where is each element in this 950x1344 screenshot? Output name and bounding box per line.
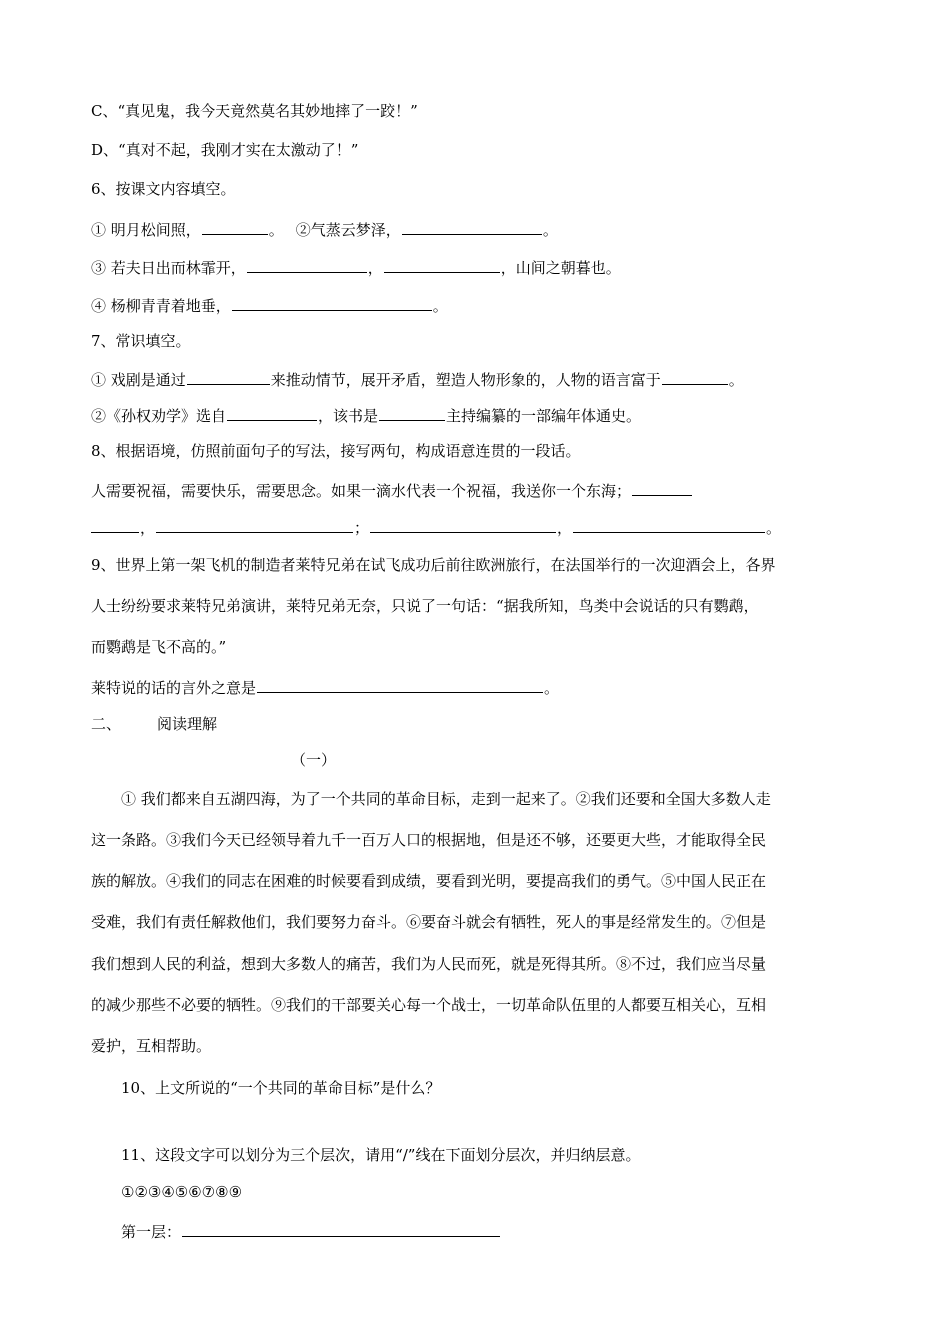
q7-l2-text-a: ②《孙权劝学》选自 — [91, 407, 227, 425]
answer-blank[interactable] — [202, 218, 268, 235]
q8-punct-1: ， — [140, 519, 156, 537]
passage-line: 受难，我们有责任解救他们，我们要努力奋斗。⑥要奋斗就会有牺牲，死人的事是经常发生的。⑦但是 — [91, 913, 767, 931]
section-2-title: 阅读理解 — [157, 715, 218, 733]
q6-l1-text-c: ②气蒸云梦泽， — [295, 221, 401, 239]
q8-punct-4: 。 — [766, 519, 782, 537]
q9-line-4 — [91, 676, 559, 698]
answer-blank[interactable] — [573, 516, 765, 533]
q9-l4-text-a: 莱特说的话的言外之意是 — [91, 679, 257, 697]
q11-prompt: 11、这段文字可以划分为三个层次，请用“/”线在下面划分层次，并归纳层意。 — [121, 1146, 641, 1164]
q11-markers: ①②③④⑤⑥⑦⑧⑨ — [121, 1183, 243, 1201]
answer-blank[interactable] — [257, 676, 543, 693]
q9-l4-text-b: 。 — [544, 679, 560, 697]
answer-blank[interactable] — [232, 294, 432, 311]
answer-blank[interactable] — [91, 516, 139, 533]
q6-line-2 — [91, 256, 621, 278]
answer-blank[interactable] — [632, 479, 692, 496]
passage-line: ① 我们都来自五湖四海，为了一个共同的革命目标，走到一起来了。②我们还要和全国大多数人走 — [121, 790, 771, 808]
section-2-heading — [91, 714, 217, 734]
q6-l3-text-b: 。 — [432, 297, 448, 315]
q9-line-1: 9、世界上第一架飞机的制造者莱特兄弟在试飞成功后前往欧洲旅行，在法国举行的一次迎酒会上，各界 — [91, 556, 776, 574]
q6-l2-text-a: ③ 若夫日出而林霏开， — [91, 259, 246, 277]
q8-punct-2: ； — [354, 519, 370, 537]
q8-prompt: 8、根据语境，仿照前面句子的写法，接写两句，构成语意连贯的一段话。 — [91, 442, 581, 460]
passage-line: 这一条路。③我们今天已经领导着九千一百万人口的根据地，但是还不够，还要更大些，才能取得全民 — [91, 831, 767, 849]
q9-line-2: 人士纷纷要求莱特兄弟演讲，莱特兄弟无奈，只说了一句话：“据我所知，鸟类中会说话的只有鹦鹉， — [91, 597, 759, 615]
q7-l2-text-b: ，该书是 — [318, 407, 379, 425]
answer-blank[interactable] — [187, 368, 270, 385]
q6-l1-text-b: 。 — [268, 221, 284, 239]
q6-l2-text-b: ， — [367, 259, 383, 277]
passage-line: 爱护，互相帮助。 — [91, 1037, 212, 1055]
q7-l1-text-c: 。 — [728, 371, 744, 389]
q6-l2-text-c: ，山间之朝暮也。 — [500, 259, 621, 277]
answer-blank[interactable] — [156, 516, 353, 533]
q7-line-1 — [91, 368, 744, 390]
passage-line: 我们想到人民的利益，想到大多数人的痛苦，我们为人民而死，就是死得其所。⑧不过，我们应当尽量 — [91, 955, 767, 973]
section-2-subtitle: （一） — [291, 751, 337, 769]
q8-punct-3: ， — [557, 519, 573, 537]
q6-prompt: 6、按课文内容填空。 — [91, 180, 236, 198]
q8-line-1 — [91, 479, 693, 501]
answer-blank[interactable] — [662, 368, 728, 385]
q6-l1-text-a: ① 明月松间照， — [91, 221, 201, 239]
q7-l1-text-b: 来推动情节，展开矛盾，塑造人物形象的，人物的语言富于 — [270, 371, 661, 389]
q10-prompt: 10、上文所说的“一个共同的革命目标”是什么？ — [121, 1079, 441, 1097]
answer-blank[interactable] — [227, 404, 317, 421]
q7-prompt: 7、常识填空。 — [91, 332, 191, 350]
q5-option-c: C、“真见鬼，我今天竟然莫名其妙地摔了一跤！” — [91, 102, 418, 120]
q7-l2-text-c: 主持编纂的一部编年体通史。 — [446, 407, 642, 425]
answer-blank[interactable] — [402, 218, 542, 235]
q6-l1-text-d: 。 — [542, 221, 558, 239]
answer-blank[interactable] — [370, 516, 556, 533]
q7-line-2 — [91, 404, 641, 426]
q11-layer-1 — [121, 1220, 501, 1242]
q6-line-1 — [91, 218, 558, 240]
q5-option-d: D、“真对不起，我刚才实在太激动了！” — [91, 141, 359, 159]
q6-line-3 — [91, 294, 448, 316]
section-2-number: 二、 — [91, 715, 122, 733]
answer-blank[interactable] — [379, 404, 445, 421]
answer-blank[interactable] — [384, 256, 500, 273]
q9-line-3: 而鹦鹉是飞不高的。” — [91, 638, 227, 656]
q8-l1-text: 人需要祝福，需要快乐，需要思念。如果一滴水代表一个祝福，我送你一个东海； — [91, 482, 632, 500]
q7-l1-text-a: ① 戏剧是通过 — [91, 371, 186, 389]
q11-layer-1-label: 第一层： — [121, 1223, 182, 1241]
passage-line: 的减少那些不必要的牺牲。⑨我们的干部要关心每一个战士，一切革命队伍里的人都要互相关心，互相 — [91, 996, 767, 1014]
answer-blank[interactable] — [247, 256, 367, 273]
answer-blank[interactable] — [182, 1220, 500, 1237]
q8-line-2 — [91, 516, 781, 538]
q6-l3-text-a: ④ 杨柳青青着地垂， — [91, 297, 231, 315]
passage-line: 族的解放。④我们的同志在困难的时候要看到成绩，要看到光明，要提高我们的勇气。⑤中国人民正在 — [91, 872, 767, 890]
